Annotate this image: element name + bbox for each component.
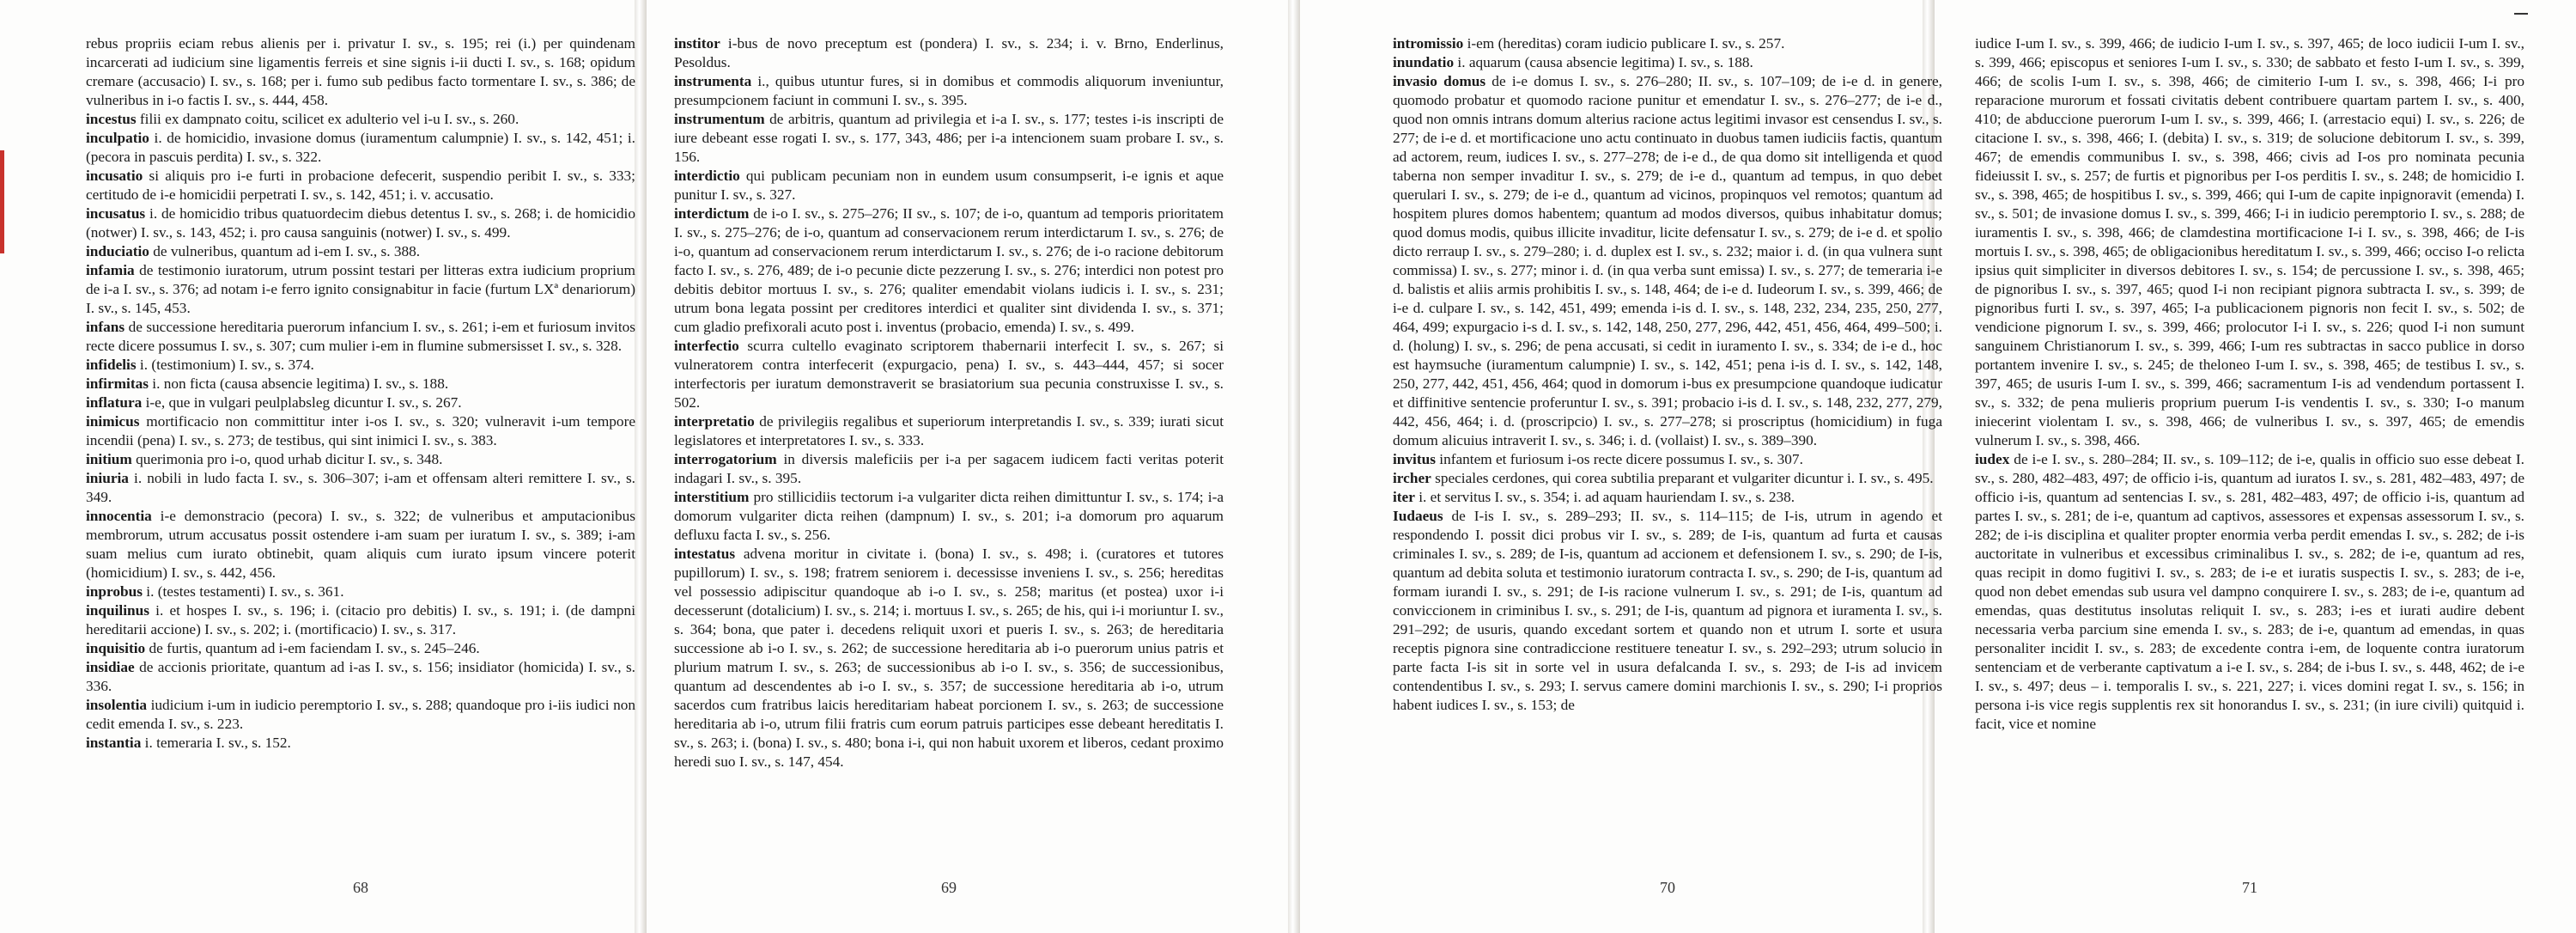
page-69 [674,34,1224,896]
index-entry [86,110,635,129]
entry-lemma: inimicus [86,413,140,430]
index-entry [86,167,635,204]
page-70 [1393,34,1942,896]
entry-lemma: interrogatorium [674,451,777,467]
entry-lemma: intromissio [1393,35,1464,52]
entry-lemma: induciatio [86,243,149,259]
entry-text: mortificacio non committitur inter i-os I. sv., s. 320; vulneravit i-um tempore incendii (pena) I. sv., s. 273; de testibus, qui sint inimici I. sv., s. 383. [86,413,635,448]
entry-text: in diversis maleficiis per i-a per sagacem iudicem facti veritas poterit indagari I. sv., s. 395. [674,451,1224,486]
page-number: 68 [353,879,368,896]
entry-lemma: invasio domus [1393,73,1486,89]
index-entry [1975,450,2524,734]
entry-text: si aliquis pro i-e furti in probacione defecerit, suspendio peribit I. sv., s. 333; certitudo de i-e homicidii perpetrati I. sv., s. 142, 451; i. v. accusatio. [86,168,635,203]
entry-lemma: instrumentum [674,111,765,127]
index-entry [674,167,1224,204]
index-entry [674,72,1224,110]
page-number: 69 [941,879,957,896]
entry-lemma: infirmitas [86,375,149,392]
page-number: 71 [2242,879,2257,896]
entry-lemma: infans [86,319,125,335]
index-entry [1393,488,1942,507]
entry-text: filii ex dampnato coitu, scilicet ex adulterio vel i-u I. sv., s. 260. [136,111,519,127]
entry-lemma: incusatus [86,205,146,222]
index-entry [86,34,635,110]
entry-text: de accionis prioritate, quantum ad i-as I. sv., s. 156; insidiator (homicida) I. sv., s. 336. [86,659,635,694]
entry-lemma: inundatio [1393,54,1455,70]
entry-lemma: interdictum [674,205,750,222]
entry-text: i. nobili in ludo facta I. sv., s. 306–307; i-am et offensam alteri remittere I. sv., s. 349. [86,470,635,505]
index-entry [86,507,635,582]
index-entry [86,356,635,375]
index-entry [674,488,1224,545]
index-entry [86,318,635,356]
entry-text: de i-e domus I. sv., s. 276–280; II. sv., s. 107–109; de i-e d. in genere, quomodo probatur et quomodo racione punitur et emendatur I. sv., s. 276–277; de i-e d., quod non omnis intrans domum alterius racione actus legitimi invasor est censendus I. sv., s. 277; de i-e d. et mortificacione uno actu continuato in duobus tamen iudiciis factis, quantum ad actorem, reum, iudices I. sv., s. 277–278; de i-e d., de qua domo sit intelligenda et quod taberna non semper invaditur I. sv., s. 279; de i-e d., quantum ad tempus, in quo debet querulari I. sv., s. 279; de i-e d., quantum ad vicinos, propinquos vel remotos; quantum ad hospitem plures domos habentem; quantum ad modos diversos, quibus inhabitatur domus; quod domus modis, quibus illicite invaditur, licite defensatur I. sv., s. 279; de i-e d. et spolio dicto rerraup I. sv., s. 279–280; i. d. duplex est I. sv., s. 232; maior i. d. (in qua vulnera sunt commissa) I. sv., s. 277; minor i. d. (in qua verba sunt emissa) I. sv., s. 277; de temeraria i-e d. balistis et aliis armis prohibitis I. sv., s. 148, 464; de i-e d. Iudeorum I. sv., s. 399, 466; de i-e d. culpare I. sv., s. 142, 451, 499; emenda i-is d. I. sv., s. 148, 232, 234, 235, 250, 277, 464, 499; expurgacio i-s d. I. sv., s. 142, 148, 250, 277, 296, 442, 451, 456, 464, 499–500; i. d. (holung) I. sv., s. 296; de pena accusati, si cedit in iuramento I. sv., s. 334; de i-e d., hoc est haymsuche (iuramentum calumpnie) I. sv., s. 142, 451; pena i-is d. I. sv., s. 142, 148, 250, 277, 442, 451, 456, 464; quod in domorum i-bus ex presumpcione quandoque iudicatur et diffinitive sentencie proferuntur I. sv., s. 391; probacio i-is d. I. sv., s. 148, 232, 277, 279, 442, 456, 464; i. d. (proscripcio) I. sv., s. 277–278; si proscriptus (homicidium) in fuga domum alicuius intraverit I. sv., s. 346; i. d. (vollaist) I. sv., s. 389–390. [1393,73,1942,448]
entry-lemma: infamia [86,262,135,278]
entry-text: de successione hereditaria puerorum infancium I. sv., s. 261; i-em et furiosum invitos recte dicere possumus I. sv., s. 307; cum mulier i-em in flumine submersisset I. sv., s. 328. [86,319,635,354]
entry-text: speciales cerdones, qui corea subtilia preparant et vulgariter dicuntur i. I. sv., s. 495. [1431,470,1934,486]
index-entry [86,450,635,469]
index-entry [86,393,635,412]
entry-lemma: interdictio [674,168,740,184]
index-entry [674,34,1224,72]
index-entry [674,450,1224,488]
index-entry [1393,507,1942,715]
index-entry [674,110,1224,167]
index-entry [1393,34,1942,53]
index-entry [1393,53,1942,72]
entry-lemma: institor [674,35,720,52]
index-entry [674,412,1224,450]
entry-lemma: inculpatio [86,130,149,146]
page-edge-mark [0,150,4,253]
index-entry [1975,34,2524,450]
index-entry [1393,72,1942,450]
entry-text: scurra cultello evaginato scriptorem thabernarii interfecit I. sv., s. 267; si vulneratorem contra interfecerit (expurgacio, pena) I. sv., s. 443–444, 457; si socer interfectoris per iuratum demonstraverit se brasiatorium sua pecunia construxisse I. sv., s. 502. [674,338,1224,411]
entry-text: qui publicam pecuniam non in eundem usum consumpserit, i-e ignis et aque punitur I. sv., s. 327. [674,168,1224,203]
entry-lemma: Iudaeus [1393,508,1443,524]
entry-lemma: inflatura [86,394,143,411]
entry-text: i. aquarum (causa absencie legitima) I. sv., s. 188. [1454,54,1753,70]
entry-text: i-bus de novo preceptum est (pondera) I. sv., s. 234; i. v. Brno, Enderlinus, Pesoldus. [674,35,1224,70]
page-68 [86,34,635,896]
entry-text: de furtis, quantum ad i-em faciendam I. sv., s. 245–246. [145,640,480,656]
entry-lemma: invitus [1393,451,1436,467]
entry-text: de testimonio iuratorum, utrum possint testari per litteras extra iudicium proprium de i-a I. sv., s. 376; ad notam i-e ferro ignito consignabitur in facie (furtum LXª denariorum) I. sv., s. 145, 453. [86,262,635,316]
entry-lemma: iter [1393,489,1415,505]
entry-text: pro stillicidiis tectorum i-a vulgariter dicta reihen dimittuntur I. sv., s. 174; i-a domorum vulgariter dicta reihen (dampnum) I. sv., s. 201; i-a domorum pro aquarum defluxu facta I. sv., s. 256. [674,489,1224,543]
index-entry [86,375,635,393]
entry-lemma: instrumenta [674,73,752,89]
index-entry [86,601,635,639]
entry-text: advena moritur in civitate i. (bona) I. sv., s. 498; i. (curatores et tutores pupillorum) I. sv., s. 198; fratrem seniorem i. decessisse inveniens I. sv., s. 256; hereditas vel possessio adipiscitur quandoque ab i-o I. sv., s. 258; maritus (et postea) uxor i-i decesserunt (dotalicium) I. sv., s. 214; i. mortuus I. sv., s. 265; de his, qui i-i moriuntur I. sv., s. 364; bona, que pater i. decedens reliquit uxori et pueris I. sv., s. 263; de hereditaria successione ab i-o I. sv., s. 262; de successione hereditaria ab i-o puerorum unius patris et plurium matrum I. sv., s. 263; de successionibus ab i-o I. sv., s. 356; de successionibus, quantum ad descendentes ab i-o I. sv., s. 357; de successione hereditaria ab i-o, utrum sacerdos cum fratribus laicis hereditariam habeat porcionem I. sv., s. 263; de successione hereditaria ab i-o, utrum filii fratris cum eorum patruis participes esse debeant hereditatis I. sv., s. 263; i. (bona) I. sv., s. 480; bona i-i, qui non habuit uxorem et liberos, cedant proximo heredi suo I. sv., s. 147, 454. [674,546,1224,770]
entry-lemma: initium [86,451,132,467]
index-entry [86,582,635,601]
entry-text: i. et hospes I. sv., s. 196; i. (citacio pro debitis) I. sv., s. 191; i. (de dampni hereditarii accione) I. sv., s. 202; i. (mortificacio) I. sv., s. 317. [86,602,635,637]
entry-lemma: instantia [86,735,142,751]
entry-text: infantem et furiosum i-os recte dicere possumus I. sv., s. 307. [1435,451,1803,467]
entry-text: de vulneribus, quantum ad i-em I. sv., s. 388. [149,243,421,259]
index-entry [86,261,635,318]
entry-lemma: interpretatio [674,413,755,430]
entry-text: de privilegiis regalibus et superiorum interpretandis I. sv., s. 339; iurati sicut legislatores et interpretatores I. sv., s. 333. [674,413,1224,448]
entry-lemma: infidelis [86,357,137,373]
entry-lemma: inquilinus [86,602,149,619]
index-entry [86,469,635,507]
entry-text: i. et servitus I. sv., s. 354; i. ad aquam hauriendam I. sv., s. 238. [1414,489,1795,505]
index-entry [86,696,635,734]
entry-text: de I-is I. sv., s. 289–293; II. sv., s. 114–115; de I-is, utrum in agendo et respondendo I. possit dici probus vir I. sv., s. 289; de I-is, quantum ad furta et causas criminales I. sv., s. 289; de I-is, quantum ad accionem et defensionem I. sv., s. 290; de I-is, quantum ad debita soluta et testimonio iuratorum contracta I. sv., s. 290; de I-is, quantum ad formam iurandi I. sv., s. 291; de I-is racione vulnerum I. sv., s. 291; de I-is, quantum ad conviccionem in criminibus I. sv., s. 291; de I-is, quantum ad pignora et iuramenta I. sv., s. 291–292; de usuris, quando excedant sortem et quando non et utrum I. sorte et usura receptis pignora sine contradiccione restituere teneatur I. sv., s. 292–293; utrum solucio in parte facta I-is sit in sorte vel in usura defalcanda I. sv., s. 293; de I-is ad invicem contendentibus I. sv., s. 293; I. servus camere domini marchionis I. sv., s. 290; I-i proprios habent iudices I. sv., s. 153; de [1393,508,1942,713]
entry-lemma: interstitium [674,489,750,505]
index-entry [1393,469,1942,488]
index-entry [86,242,635,261]
page-corner-mark [2514,13,2528,15]
entry-text: i-e demonstracio (pecora) I. sv., s. 322; de vulneribus et amputacionibus membrorum, utrum accusatus possit ostendere i-am suam per iuratum I. sv., s. 389; i-am suam melius cum iurato obtinebit, quam aliquis cum iurato ipsum vincere poterit (homicidium) I. sv., s. 442, 456. [86,508,635,581]
entry-text: iudicium i-um in iudicio peremptorio I. sv., s. 288; quandoque pro i-iis iudici non cedit emenda I. sv., s. 223. [86,697,635,732]
page-71 [1975,34,2524,896]
entry-text: de arbitris, quantum ad privilegia et i-a I. sv., s. 177; testes i-is inscripti de iure debeant esse rogati I. sv., s. 177, 343, 486; per i-a intencionem suam probare I. sv., s. 156. [674,111,1224,165]
book-gutter [635,0,647,933]
entry-lemma: inprobus [86,583,143,600]
entry-lemma: iniuria [86,470,129,486]
entry-lemma: interfectio [674,338,739,354]
entry-text: rebus propriis eciam rebus alienis per i. privatur I. sv., s. 195; rei (i.) per quindenam incarcerati ad iudicium sine ligamentis ferreis et sine signis i-ii ducti I. sv., s. 168; opidum cremare (accusacio) I. sv., s. 168; per i. fumo sub pedibus facto tormentare I. sv., s. 386; de vulneribus in i-o factis I. sv., s. 444, 458. [86,35,635,108]
entry-text: iudice I-um I. sv., s. 399, 466; de iudicio I-um I. sv., s. 397, 465; de loco iudicii I-um I. sv., s. 399, 466; episcopus et seniores I-um I. sv., s. 330; de sabbato et festo I-um I. sv., s. 399, 466; de scolis I-um I. sv., s. 398, 466; de cimiterio I-um I. sv., s. 398, 466; I-i pro reparacione murorum et fossati civitatis debent contribuere quartam partem I. sv., s. 400, 410; de abduccione puerorum I-um I. sv., s. 399, 466; I. (arrestacio equi) I. sv., s. 226; de citacione I. sv., s. 398, 466; I. (debita) I. sv., s. 319; de solucione debitorum I. sv., s. 399, 467; de emendis communibus I. sv., s. 398, 466; civis ad I-os pro nominata pecunia fideiussit I. sv., s. 257; de furtis et pignoribus per I-os perditis I. sv., s. 248; de homicidio I. sv., s. 398, 465; de hospitibus I. sv., s. 399, 466; qui I-um de capite inpignoravit (emenda) I. sv., s. 501; de invasione domus I. sv., s. 399, 466; I-i in iudicio peremptorio I. sv., s. 288; de iuramentis I. sv., s. 398, 466; de clamdestina mortificacione I-i I. sv., s. 398, 466; de I-is mortuis I. sv., s. 398, 465; de obligacionibus hereditatum I. sv., s. 399, 466; occiso I-o relicta ipsius quit simpliciter in diversos debitores I. sv., s. 154; de percussione I. sv., s. 398, 465; de pignoribus I. sv., s. 397, 465; quod I-i non recipiant pignora subtracta I. sv., s. 399; de pignoribus furti I. sv., s. 397, 465; I-a publicacionem pignoris non fecit I. sv., s. 502; de vendicione pignorum I. sv., s. 399, 466; prolocutor I-i I. sv., s. 226; quod I-i non sumunt sanguinem Christianorum I. sv., s. 399, 466; I-um res subtractas in sacco publice in dorso portantem invenire I. sv., s. 245; de theloneo I-um I. sv., s. 398, 465; de testibus I. sv., s. 397, 465; de usuris I-um I. sv., s. 399, 466; sacramentum I-is ad vendendum portassent I. sv., s. 332; de pena mulieris proprium puerum I-is vendentis I. sv., s. 330; I-o manum iniecerint violentam I. sv., s. 398, 466; de vulneribus I. sv., s. 397, 465; de emendis vulnerum I. sv., s. 398, 466. [1975,35,2524,448]
entry-text: i. (testimonium) I. sv., s. 374. [136,357,314,373]
index-entry [86,734,635,753]
entry-text: querimonia pro i-o, quod urhab dicitur I. sv., s. 348. [131,451,443,467]
index-entry [674,204,1224,337]
index-entry [86,129,635,167]
book-gutter [1288,0,1300,933]
entry-lemma: incusatio [86,168,143,184]
entry-text: i. non ficta (causa absencie legitima) I. sv., s. 188. [148,375,449,392]
entry-lemma: insolentia [86,697,148,713]
entry-lemma: ircher [1393,470,1431,486]
index-entry [86,639,635,658]
entry-lemma: intestatus [674,546,736,562]
entry-text: i., quibus utuntur fures, si in domibus et commodis aliquorum inveniuntur, presumpcionem faciunt in communi I. sv., s. 395. [674,73,1224,108]
entry-lemma: iudex [1975,451,2010,467]
entry-text: de i-o I. sv., s. 275–276; II sv., s. 107; de i-o, quantum ad temporis prioritatem I. sv., s. 275–276; de i-o, quantum ad conservacionem rerum interdictarum I. sv., s. 276; de i-o, quantum ad conservacionem rerum interdictarum I. sv., s. 276; de i-o racione debitorum facto I. sv., s. 276, 489; de i-o pecunie dicte pezzerung I. sv., s. 276; interdici non potest pro debitis debitor mortuus I. sv., s. 276; qualiter emendabit violans iudicis i. I. sv., s. 231; utrum bona legata possint per creditores interdici et qualiter sint dividenda I. sv., s. 371; cum gladio prefixorali acuto post i. inventus (probacio, emenda) I. sv., s. 499. [674,205,1224,335]
entry-text: i. temeraria I. sv., s. 152. [141,735,291,751]
entry-text: i-em (hereditas) coram iudicio publicare I. sv., s. 257. [1463,35,1785,52]
entry-text: i-e, que in vulgari peulplabsleg dicuntur I. sv., s. 267. [142,394,462,411]
index-entry [1393,450,1942,469]
entry-text: i. (testes testamenti) I. sv., s. 361. [142,583,344,600]
entry-lemma: inquisitio [86,640,146,656]
index-entry [86,658,635,696]
entry-text: i. de homicidio tribus quatuordecim diebus detentus I. sv., s. 268; i. de homicidio (notwer) I. sv., s. 143, 452; i. pro causa sanguinis (notwer) I. sv., s. 499. [86,205,635,241]
index-entry [86,412,635,450]
entry-text: de i-e I. sv., s. 280–284; II. sv., s. 109–112; de i-e, qualis in officio suo esse debeat I. sv., s. 280, 482–483, 497; de officio i-is, quantum ad iuratos I. sv., s. 281, 482–483, 497; de officio i-is, quantum ad sentencias I. sv., s. 281, 482–483, 497; de officio i-is, quantum ad partes I. sv., s. 281; de i-e, quantum ad captivos, assessores et expensas assessorum I. sv., s. 282; de i-is disciplina et qualiter propter enormia verba perdit emendas I. sv., s. 282; de i-is auctoritate in vulneribus et excessibus criminalibus I. sv., s. 282; de i-e, quantum ad res, quas recipit in domo fugitivi I. sv., s. 283; de i-e et iuratis suspectis I. sv., s. 283; de i-e, quod non debet emendas sub usura vel dampno conquirere I. sv., s. 283; de i-e, quantum ad emendas, quas destitutus insolutas reliquit I. sv., s. 283; i-es et iurati audire debent necessaria verba parcium sine emenda I. sv., s. 283; de i-e, quantum ad emendas, in quas personaliter incidit I. sv., s. 283; de excedente contra i-em, de loquente contra iuratorum sentenciam et de verberante captivatum a i-e I. sv., s. 284; de i-bus I. sv., s. 448, 462; de i-e I. sv., s. 497; deus – i. temporalis I. sv., s. 221, 227; i. vices domini regat I. sv., s. 156; in persona i-is vice regis supplentis rex sit honorandus I. sv., s. 231; (in iure civili) quitquid i. facit, vice et nomine [1975,451,2524,732]
page-number: 70 [1660,879,1675,896]
entry-lemma: incestus [86,111,137,127]
entry-text: i. de homicidio, invasione domus (iuramentum calumpnie) I. sv., s. 142, 451; i. (pecora in pascuis perdita) I. sv., s. 322. [86,130,635,165]
entry-lemma: innocentia [86,508,152,524]
index-entry [674,545,1224,771]
entry-lemma: insidiae [86,659,135,675]
index-entry [674,337,1224,412]
index-entry [86,204,635,242]
